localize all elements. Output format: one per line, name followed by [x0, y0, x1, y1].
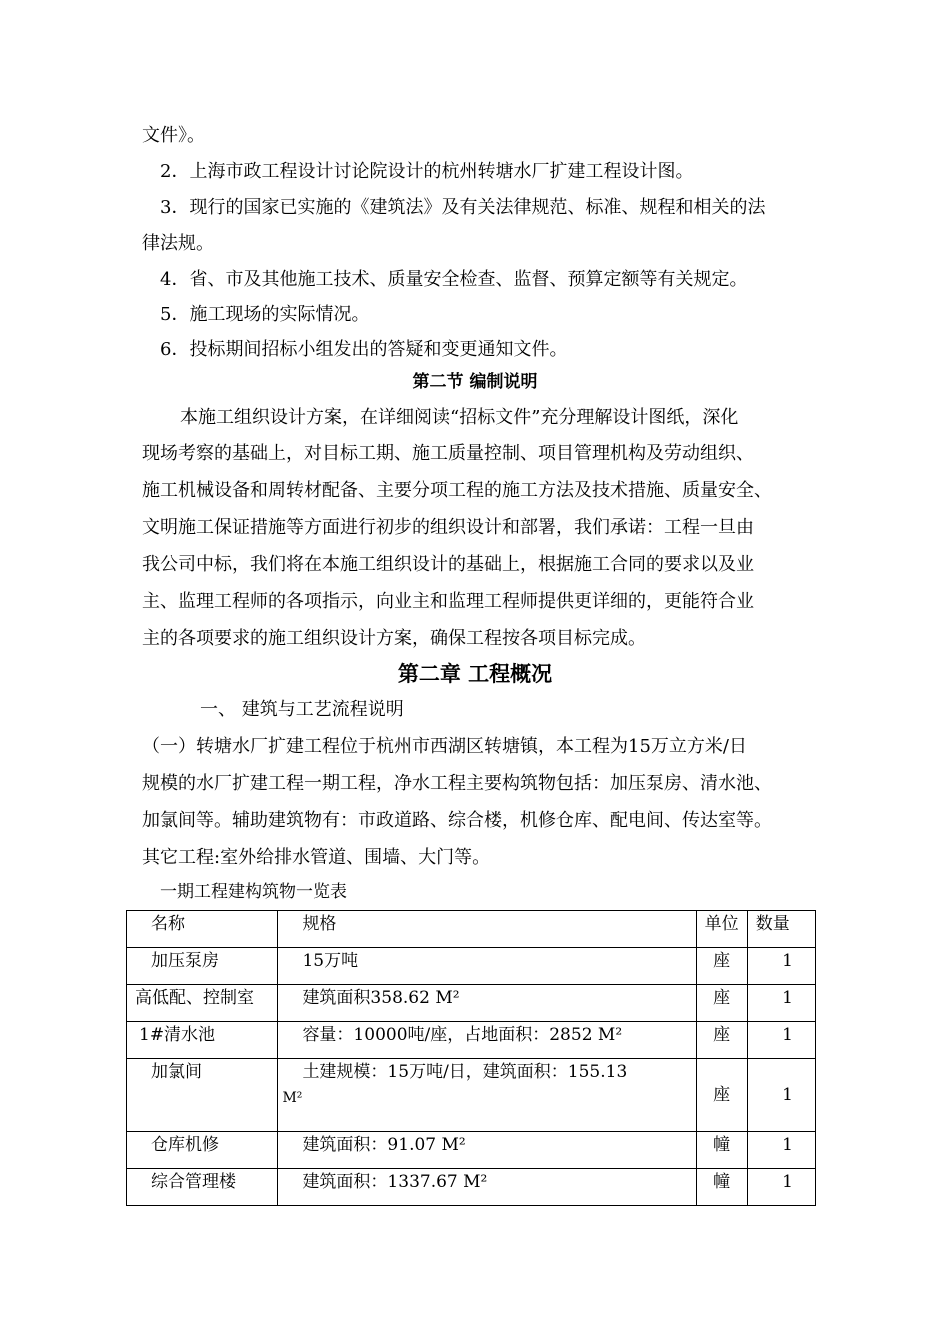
- cell-name: 仓库机修: [127, 1132, 278, 1169]
- chapter-paragraph-line-2: 规模的水厂扩建工程一期工程，净水工程主要构筑物包括：加压泵房、清水池、: [142, 773, 772, 794]
- header-qty: 数量: [747, 911, 815, 948]
- cell-spec: 建筑面积358.62 M²: [278, 985, 696, 1022]
- table-row: [127, 1169, 816, 1206]
- subsection-title: 一、 建筑与工艺流程说明: [200, 699, 404, 720]
- cell-unit: 座: [696, 1022, 747, 1059]
- cell-name: 1#清水池: [127, 1022, 278, 1059]
- cell-qty: 1: [747, 948, 815, 985]
- table-caption: 一期工程建构筑物一览表: [160, 882, 347, 902]
- chapter-title: 第二章 工程概况: [397, 661, 553, 686]
- table-row: [127, 1132, 816, 1169]
- intro-line-7: 6．投标期间招标小组发出的答疑和变更通知文件。: [160, 339, 568, 360]
- table-row: [127, 1059, 816, 1132]
- section-paragraph-line-3: 施工机械设备和周转材配备、主要分项工程的施工方法及技术措施、质量安全、: [142, 480, 772, 501]
- cell-qty: 1: [747, 1132, 815, 1169]
- section-title: 第二节 编制说明: [412, 372, 538, 392]
- intro-line-1: 文件》。: [142, 125, 205, 146]
- table-row: [127, 1022, 816, 1059]
- cell-spec-line-1: 土建规模：15万吨/日，建筑面积：155.13: [302, 1062, 628, 1082]
- cell-qty: 1: [747, 1022, 815, 1059]
- table-header-row: [127, 911, 816, 948]
- section-paragraph-line-6: 主、监理工程师的各项指示，向业主和监理工程师提供更详细的，更能符合业: [142, 591, 754, 612]
- chapter-paragraph-line-1: （一）转塘水厂扩建工程位于杭州市西湖区转塘镇，本工程为15万立方米/日: [142, 736, 747, 757]
- cell-qty: 1: [747, 1059, 815, 1132]
- structures-table: [126, 910, 816, 1206]
- cell-unit: 幢: [696, 1169, 747, 1206]
- cell-unit: 座: [696, 948, 747, 985]
- chapter-paragraph-line-3: 加氯间等。辅助建筑物有：市政道路、综合楼，机修仓库、配电间、传达室等。: [142, 810, 772, 831]
- cell-name: 高低配、控制室: [127, 985, 278, 1022]
- intro-line-4: 律法规。: [142, 233, 214, 254]
- header-spec: 规格: [278, 911, 696, 948]
- section-paragraph-line-5: 我公司中标，我们将在本施工组织设计的基础上，根据施工合同的要求以及业: [142, 554, 754, 575]
- cell-spec: 建筑面积：91.07 M²: [278, 1132, 696, 1169]
- table-row: [127, 948, 816, 985]
- cell-spec: 建筑面积：1337.67 M²: [278, 1169, 696, 1206]
- cell-unit: 座: [696, 1059, 747, 1132]
- section-paragraph-line-2: 现场考察的基础上，对目标工期、施工质量控制、项目管理机构及劳动组织、: [142, 443, 754, 464]
- cell-qty: 1: [747, 1169, 815, 1206]
- section-paragraph-line-1: 本施工组织设计方案，在详细阅读“招标文件”充分理解设计图纸，深化: [180, 407, 739, 428]
- intro-line-6: 5．施工现场的实际情况。: [160, 304, 370, 325]
- chapter-paragraph-line-4: 其它工程:室外给排水管道、围墙、大门等。: [142, 847, 491, 868]
- cell-unit: 幢: [696, 1132, 747, 1169]
- cell-name: 加氯间: [127, 1059, 278, 1132]
- cell-qty: 1: [747, 985, 815, 1022]
- cell-spec: 容量：10000吨/座，占地面积：2852 M²: [278, 1022, 696, 1059]
- header-unit: 单位: [696, 911, 747, 948]
- cell-spec-line-2: M²: [282, 1090, 303, 1106]
- intro-line-3: 3．现行的国家已实施的《建筑法》及有关法律规范、标准、规程和相关的法: [160, 197, 766, 218]
- intro-line-2: 2．上海市政工程设计讨论院设计的杭州转塘水厂扩建工程设计图。: [160, 161, 694, 182]
- table-row: [127, 985, 816, 1022]
- cell-name: 加压泵房: [127, 948, 278, 985]
- cell-unit: 座: [696, 985, 747, 1022]
- cell-spec: 15万吨: [278, 948, 696, 985]
- header-name: 名称: [127, 911, 278, 948]
- section-paragraph-line-4: 文明施工保证措施等方面进行初步的组织设计和部署，我们承诺：工程一旦由: [142, 517, 754, 538]
- intro-line-5: 4．省、市及其他施工技术、质量安全检查、监督、预算定额等有关规定。: [160, 269, 748, 290]
- cell-name: 综合管理楼: [127, 1169, 278, 1206]
- section-paragraph-line-7: 主的各项要求的施工组织设计方案，确保工程按各项目标完成。: [142, 628, 646, 649]
- cell-spec: [278, 1059, 696, 1132]
